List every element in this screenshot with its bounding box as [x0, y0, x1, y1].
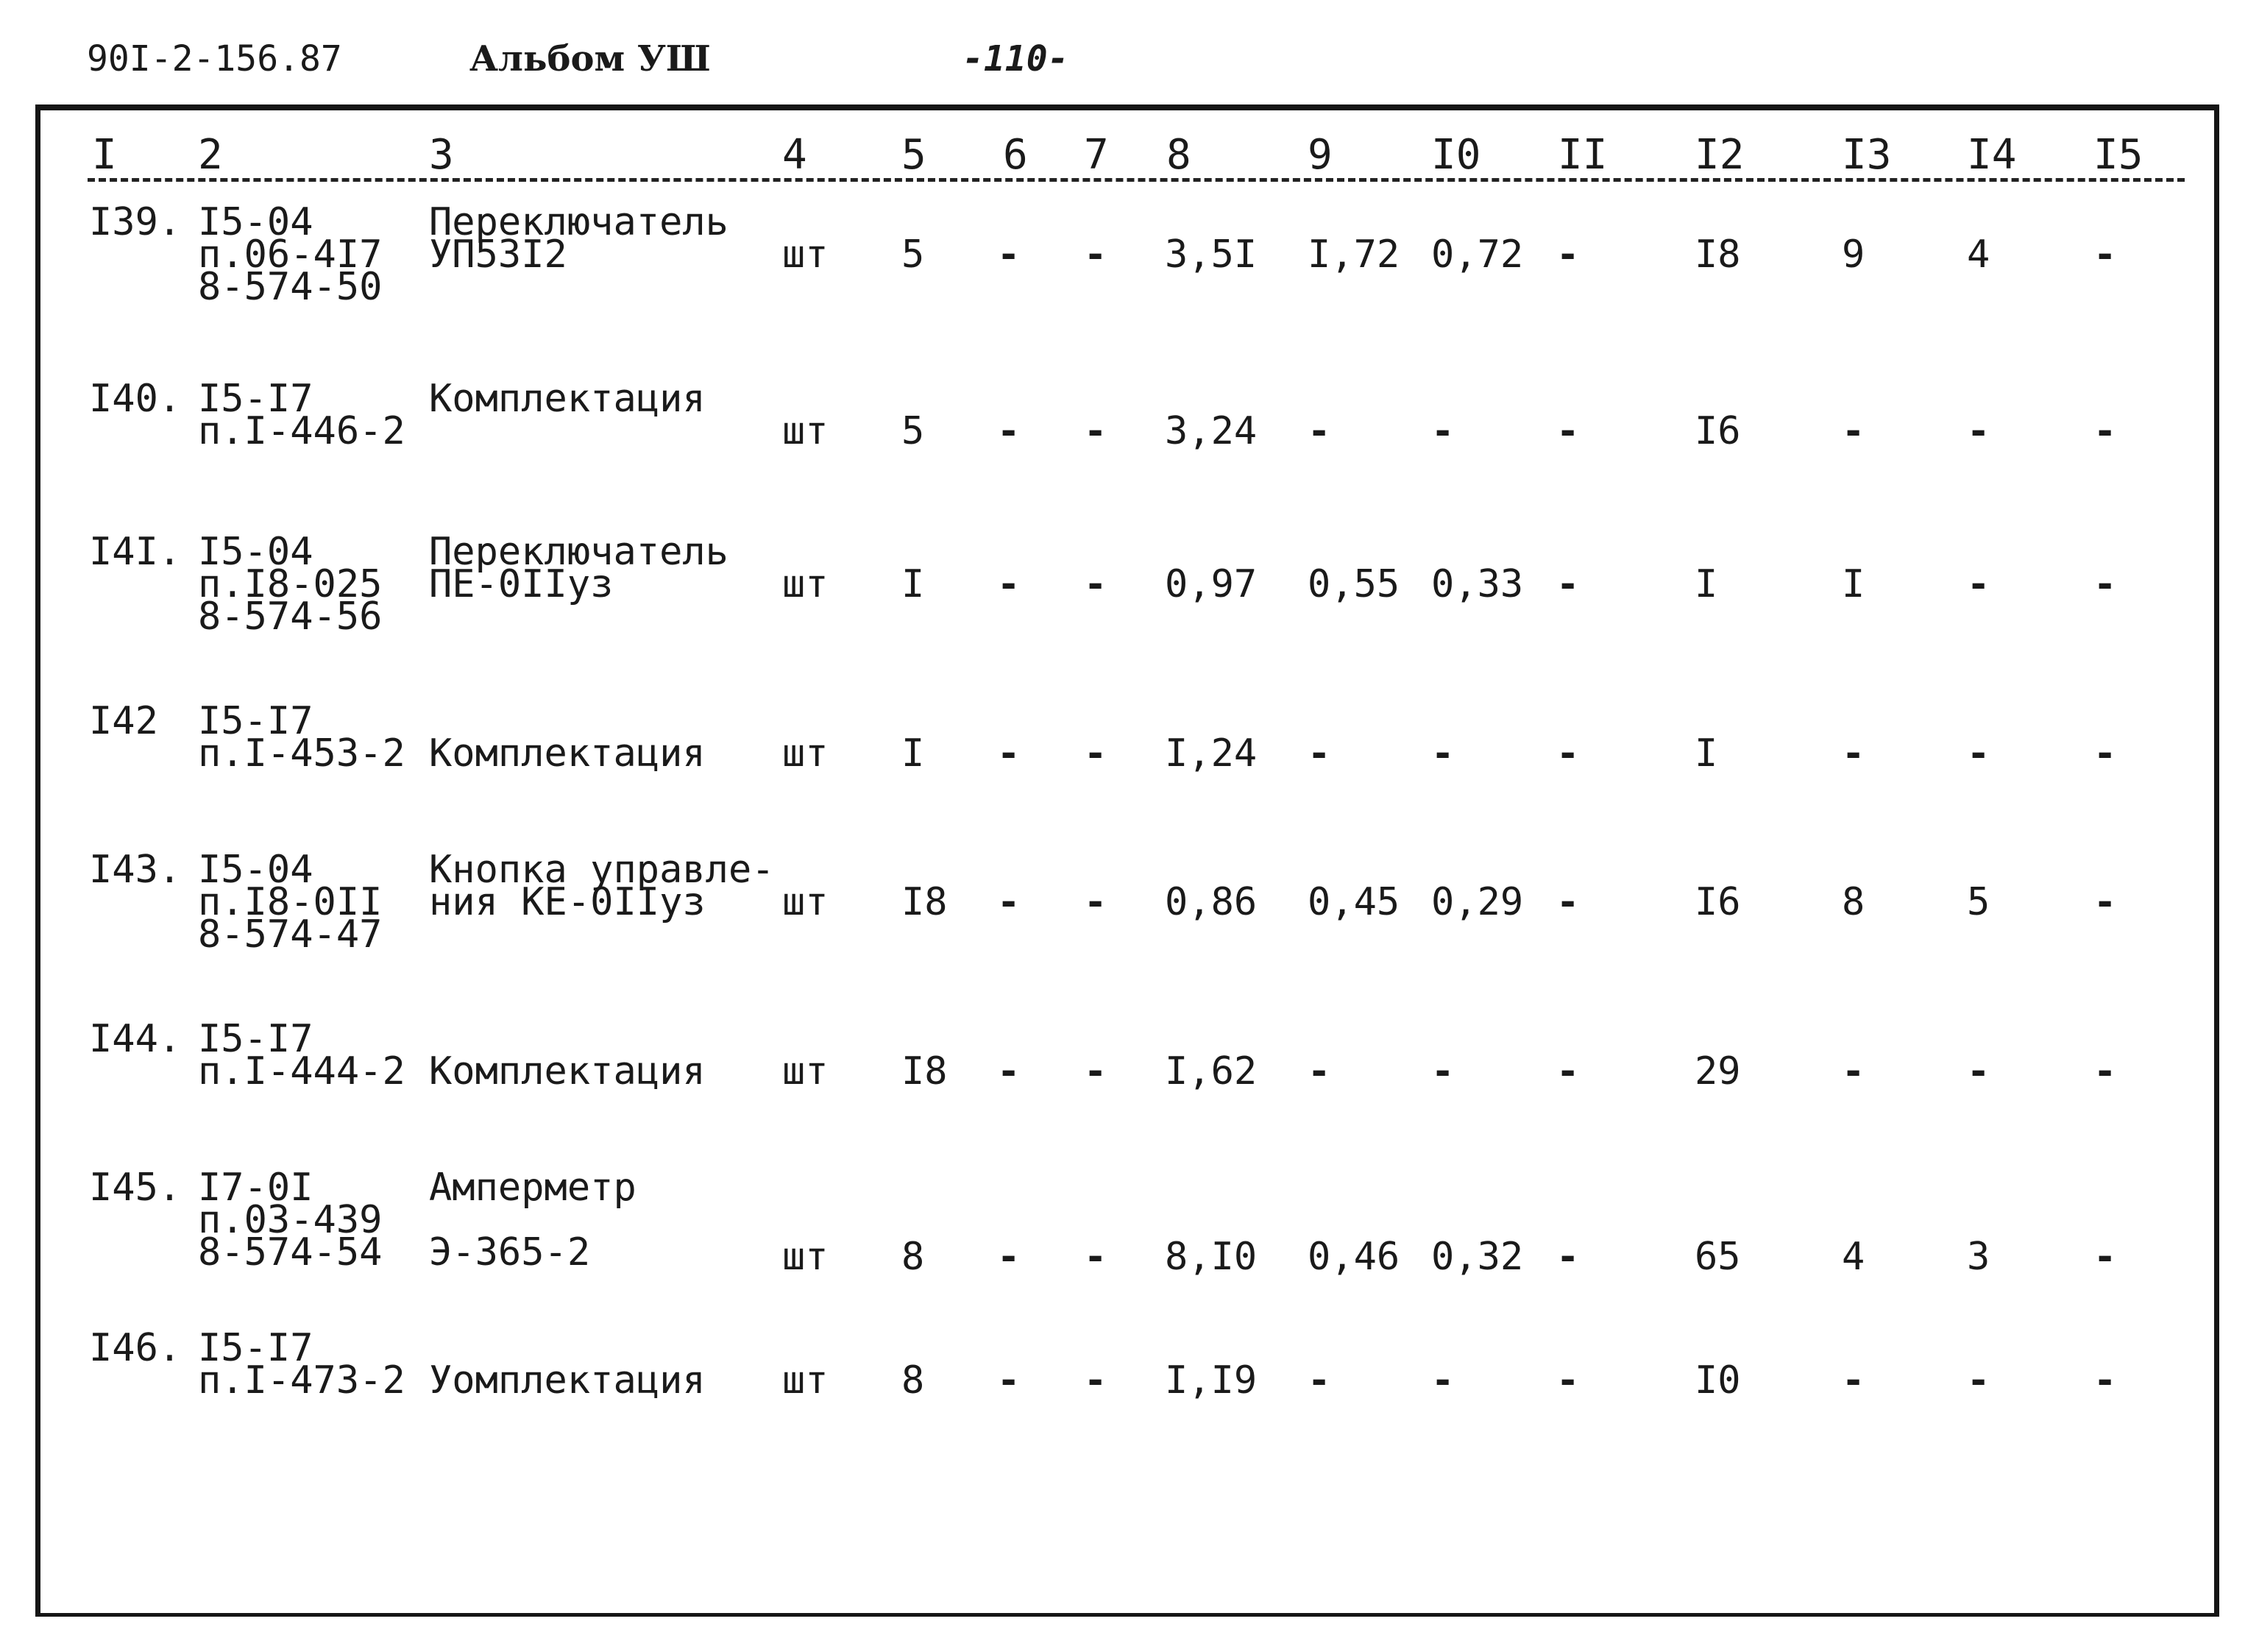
- cell-c6: -: [997, 1358, 1021, 1403]
- cell-c8: I,I9: [1165, 1358, 1258, 1403]
- item-code: [198, 699, 405, 776]
- item-name: [429, 1023, 706, 1093]
- cell-c11: -: [1556, 1358, 1580, 1403]
- item-code: [198, 530, 383, 639]
- row-number: I40.: [89, 377, 182, 421]
- row-number: I43.: [89, 848, 182, 892]
- cell-c7: -: [1084, 1235, 1107, 1279]
- cell-c6: -: [997, 233, 1021, 277]
- item-code-line: п.I-473-2: [198, 1358, 405, 1403]
- cell-c8: 8,I0: [1165, 1235, 1258, 1279]
- item-name-line: УП53I2: [429, 233, 567, 277]
- column-header: 2: [198, 131, 223, 179]
- item-name: [429, 705, 706, 776]
- column-header-row: [40, 131, 2214, 182]
- cell-c12: I8: [1695, 233, 1741, 277]
- cell-qty: 5: [901, 233, 925, 277]
- item-code-line: I5-I7: [198, 1326, 313, 1370]
- item-code: [198, 1326, 405, 1403]
- column-header: I5: [2093, 131, 2143, 179]
- item-code-line: I5-I7: [198, 1017, 313, 1061]
- item-code-line: п.I-453-2: [198, 731, 405, 776]
- cell-c11: -: [1556, 731, 1580, 776]
- column-header: 5: [901, 131, 926, 179]
- cell-unit: шт: [782, 1235, 829, 1279]
- cell-c7: -: [1084, 1358, 1107, 1403]
- cell-c12: I: [1695, 731, 1718, 776]
- bottom-border: [35, 1613, 2219, 1617]
- cell-c9: -: [1308, 1049, 1331, 1093]
- item-code-line: I5-04: [198, 200, 313, 244]
- cell-c8: 3,5I: [1165, 233, 1258, 277]
- cell-qty: I: [901, 731, 925, 776]
- cell-c12: I0: [1695, 1358, 1741, 1403]
- cell-c10: -: [1431, 409, 1455, 453]
- cell-c7: -: [1084, 409, 1107, 453]
- column-header: II: [1558, 131, 1608, 179]
- item-code-line: I5-04: [198, 848, 313, 892]
- item-code-line: п.I8-0II: [198, 880, 383, 924]
- cell-c9: -: [1308, 731, 1331, 776]
- cell-c10: 0,32: [1431, 1235, 1524, 1279]
- cell-c12: I6: [1695, 409, 1741, 453]
- cell-c9: 0,55: [1308, 562, 1400, 606]
- item-code-line: I5-I7: [198, 377, 313, 421]
- page-header: [87, 38, 1264, 90]
- cell-c12: I: [1695, 562, 1718, 606]
- item-code: [198, 848, 383, 957]
- column-header: 4: [782, 131, 807, 179]
- item-code-line: I5-04: [198, 530, 313, 574]
- item-code-line: I5-I7: [198, 699, 313, 743]
- cell-c7: -: [1084, 1049, 1107, 1093]
- row-number: I39.: [89, 200, 182, 244]
- item-code: [198, 377, 405, 453]
- cell-c15: -: [2093, 1358, 2117, 1403]
- cell-c10: 0,72: [1431, 233, 1524, 277]
- cell-c14: -: [1967, 409, 1990, 453]
- item-name-line: Комплектация: [429, 1049, 706, 1093]
- cell-unit: шт: [782, 409, 829, 453]
- item-name: [429, 1166, 636, 1275]
- item-code-line: п.I-446-2: [198, 409, 405, 453]
- cell-c13: -: [1842, 1049, 1865, 1093]
- item-code-line: 8-574-54: [198, 1230, 383, 1275]
- cell-c13: 8: [1842, 880, 1865, 924]
- cell-c12: 29: [1695, 1049, 1741, 1093]
- cell-unit: шт: [782, 1358, 829, 1403]
- item-name-line: ПЕ-0IIуз: [429, 562, 614, 606]
- item-code: [198, 1166, 383, 1275]
- cell-c7: -: [1084, 731, 1107, 776]
- item-code: [198, 200, 383, 309]
- cell-c6: -: [997, 731, 1021, 776]
- column-header: 6: [1003, 131, 1028, 179]
- cell-c13: 4: [1842, 1235, 1865, 1279]
- cell-c8: I,62: [1165, 1049, 1258, 1093]
- cell-qty: I8: [901, 880, 948, 924]
- item-code-line: п.I-444-2: [198, 1049, 405, 1093]
- cell-c7: -: [1084, 233, 1107, 277]
- cell-c10: -: [1431, 1049, 1455, 1093]
- cell-c13: -: [1842, 1358, 1865, 1403]
- row-number: I44.: [89, 1017, 182, 1061]
- cell-qty: I8: [901, 1049, 948, 1093]
- row-number: I4I.: [89, 530, 182, 574]
- item-code: [198, 1017, 405, 1093]
- document-code: 90I-2-156.87: [87, 38, 342, 79]
- cell-c8: I,24: [1165, 731, 1258, 776]
- cell-c11: -: [1556, 880, 1580, 924]
- cell-c10: -: [1431, 1358, 1455, 1403]
- cell-unit: шт: [782, 731, 829, 776]
- cell-c12: 65: [1695, 1235, 1741, 1279]
- item-name: [429, 377, 706, 421]
- cell-c7: -: [1084, 562, 1107, 606]
- cell-c15: -: [2093, 562, 2117, 606]
- cell-c11: -: [1556, 233, 1580, 277]
- item-name-line: ния КЕ-0IIуз: [429, 880, 706, 924]
- column-header: I3: [1842, 131, 1892, 179]
- cell-c11: -: [1556, 409, 1580, 453]
- cell-c8: 3,24: [1165, 409, 1258, 453]
- cell-c9: -: [1308, 1358, 1331, 1403]
- item-name-line: Э-365-2: [429, 1230, 591, 1275]
- cell-c9: 0,46: [1308, 1235, 1400, 1279]
- cell-c15: -: [2093, 1235, 2117, 1279]
- cell-c8: 0,86: [1165, 880, 1258, 924]
- cell-c10: 0,33: [1431, 562, 1524, 606]
- item-name-line: Уомплектация: [429, 1358, 706, 1403]
- cell-c9: 0,45: [1308, 880, 1400, 924]
- cell-c14: -: [1967, 731, 1990, 776]
- page-number: -110-: [962, 38, 1069, 79]
- item-name: [429, 200, 728, 277]
- cell-c14: -: [1967, 1049, 1990, 1093]
- cell-c6: -: [997, 562, 1021, 606]
- cell-c13: -: [1842, 731, 1865, 776]
- item-name-line: Комплектация: [429, 377, 706, 421]
- item-code-line: п.03-439: [198, 1198, 383, 1242]
- cell-c15: -: [2093, 731, 2117, 776]
- item-name-line: Переключатель: [429, 530, 728, 574]
- cell-qty: 8: [901, 1235, 925, 1279]
- column-header: I: [92, 131, 117, 179]
- cell-c7: -: [1084, 880, 1107, 924]
- cell-unit: шт: [782, 562, 829, 606]
- cell-qty: I: [901, 562, 925, 606]
- cell-unit: шт: [782, 880, 829, 924]
- cell-unit: шт: [782, 1049, 829, 1093]
- cell-c11: -: [1556, 1049, 1580, 1093]
- column-header: I2: [1695, 131, 1745, 179]
- row-number: I42: [89, 699, 158, 743]
- item-name-line: Переключатель: [429, 200, 728, 244]
- row-number: I46.: [89, 1326, 182, 1370]
- column-header: 9: [1308, 131, 1333, 179]
- cell-c10: 0,29: [1431, 880, 1524, 924]
- cell-c15: -: [2093, 880, 2117, 924]
- cell-c15: -: [2093, 233, 2117, 277]
- cell-c15: -: [2093, 409, 2117, 453]
- cell-c15: -: [2093, 1049, 2117, 1093]
- item-name-line: Кнопка управле-: [429, 848, 775, 892]
- cell-c8: 0,97: [1165, 562, 1258, 606]
- item-code-line: 8-574-56: [198, 595, 383, 639]
- item-name: [429, 848, 775, 924]
- table-frame: [35, 104, 2219, 1613]
- cell-c14: -: [1967, 562, 1990, 606]
- cell-c9: I,72: [1308, 233, 1400, 277]
- cell-c13: I: [1842, 562, 1865, 606]
- cell-unit: шт: [782, 233, 829, 277]
- column-header: I4: [1967, 131, 2017, 179]
- item-code-line: 8-574-47: [198, 912, 383, 957]
- column-header: I0: [1431, 131, 1481, 179]
- cell-c6: -: [997, 1235, 1021, 1279]
- item-code-line: п.06-4I7: [198, 233, 383, 277]
- cell-c10: -: [1431, 731, 1455, 776]
- cell-c14: -: [1967, 1358, 1990, 1403]
- column-header: 3: [429, 131, 454, 179]
- item-code-line: п.I8-025: [198, 562, 383, 606]
- cell-c9: -: [1308, 409, 1331, 453]
- cell-c14: 4: [1967, 233, 1990, 277]
- cell-qty: 8: [901, 1358, 925, 1403]
- item-code-line: 8-574-50: [198, 265, 383, 309]
- album-label: Альбом УШ: [469, 38, 711, 79]
- cell-qty: 5: [901, 409, 925, 453]
- cell-c6: -: [997, 880, 1021, 924]
- header-underline: [88, 178, 2185, 182]
- item-name-line: Амперметр: [429, 1166, 636, 1210]
- cell-c13: -: [1842, 409, 1865, 453]
- cell-c14: 5: [1967, 880, 1990, 924]
- cell-c11: -: [1556, 1235, 1580, 1279]
- cell-c14: 3: [1967, 1235, 1990, 1279]
- column-header: 7: [1084, 131, 1109, 179]
- cell-c13: 9: [1842, 233, 1865, 277]
- cell-c12: I6: [1695, 880, 1741, 924]
- item-name-line: Комплектация: [429, 731, 706, 776]
- item-name: [429, 1332, 706, 1403]
- column-header: 8: [1166, 131, 1191, 179]
- cell-c6: -: [997, 409, 1021, 453]
- row-number: I45.: [89, 1166, 182, 1210]
- cell-c6: -: [997, 1049, 1021, 1093]
- item-name: [429, 530, 728, 606]
- item-code-line: I7-0I: [198, 1166, 313, 1210]
- cell-c11: -: [1556, 562, 1580, 606]
